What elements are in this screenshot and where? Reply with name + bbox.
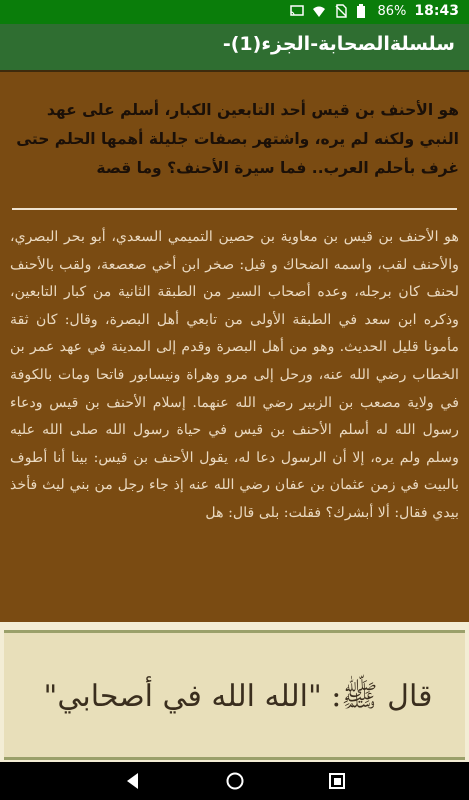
recents-icon[interactable] xyxy=(327,771,347,791)
article-content[interactable] xyxy=(0,70,469,624)
no-sim-icon xyxy=(334,4,348,18)
divider xyxy=(12,208,457,210)
status-bar xyxy=(0,0,469,24)
page-title: سلسلةالصحابة-الجزء(1)- xyxy=(222,33,455,55)
battery-icon xyxy=(356,4,370,18)
cast-icon xyxy=(290,4,304,18)
banner-text: قال ﷺ: "الله الله في أصحابي" xyxy=(43,679,433,714)
wifi-icon xyxy=(312,4,326,18)
back-icon[interactable] xyxy=(123,771,143,791)
battery-percent: 86% xyxy=(377,3,407,19)
navigation-bar xyxy=(0,762,469,800)
status-time: 18:43 xyxy=(414,3,459,19)
banner-frame xyxy=(4,630,465,760)
article-intro: هو الأحنف بن قيس أحد التابعين الكبار، أسلم على عهد النبي ولكنه لم يره، واشتهر بصفات جليلة أهمها الحلم حتى غرف بأحلم العرب.. فما سيرة الأحنف؟ وما قصة xyxy=(16,101,459,177)
article-body: هو الأحنف بن قيس بن معاوية بن حصين التميمي السعدي، أبو بحر البصري، والأحنف لقب، واسمه الضحاك و قيل: صخر ابن أخي صعصعة، ولقب بالأحنف لحنف كان برجله، وعده أصحاب السير من الطبقة الثانية من كبار التابعين، وذكره ابن سعد في الطبقة الأولى من تابعي أهل البصرة، وقال: كان ثقة مأمونا قليل الحديث. وهو من أهل البصرة وقدم إلى المدينة في عهد عمر بن الخطاب رضي الله عنه، ورحل إلى مرو وهراة ونيسابور فاتحا ومات بالكوفة في ولاية مصعب بن الزبير رضي الله عنهما. إسلام الأحنف بن قيس ودعاء رسول الله له أسلم الأحنف بن قيس في حياة رسول الله صلى الله عليه وسلم ولم يره، إلا أن الرسول دعا له، يقول الأحنف بن قيس: بينا أنا أطوف بالبيت في زمن عثمان بن عفان رضي الله عنه إذ جاء رجل من بني ليث فأخذ بيدي فقال: ألا أبشرك؟ فقلت: بلى قال: هل xyxy=(10,229,459,521)
status-icons xyxy=(290,3,459,19)
app-bar xyxy=(0,24,469,70)
calligraphy-banner xyxy=(0,622,469,762)
home-icon[interactable] xyxy=(225,771,245,791)
